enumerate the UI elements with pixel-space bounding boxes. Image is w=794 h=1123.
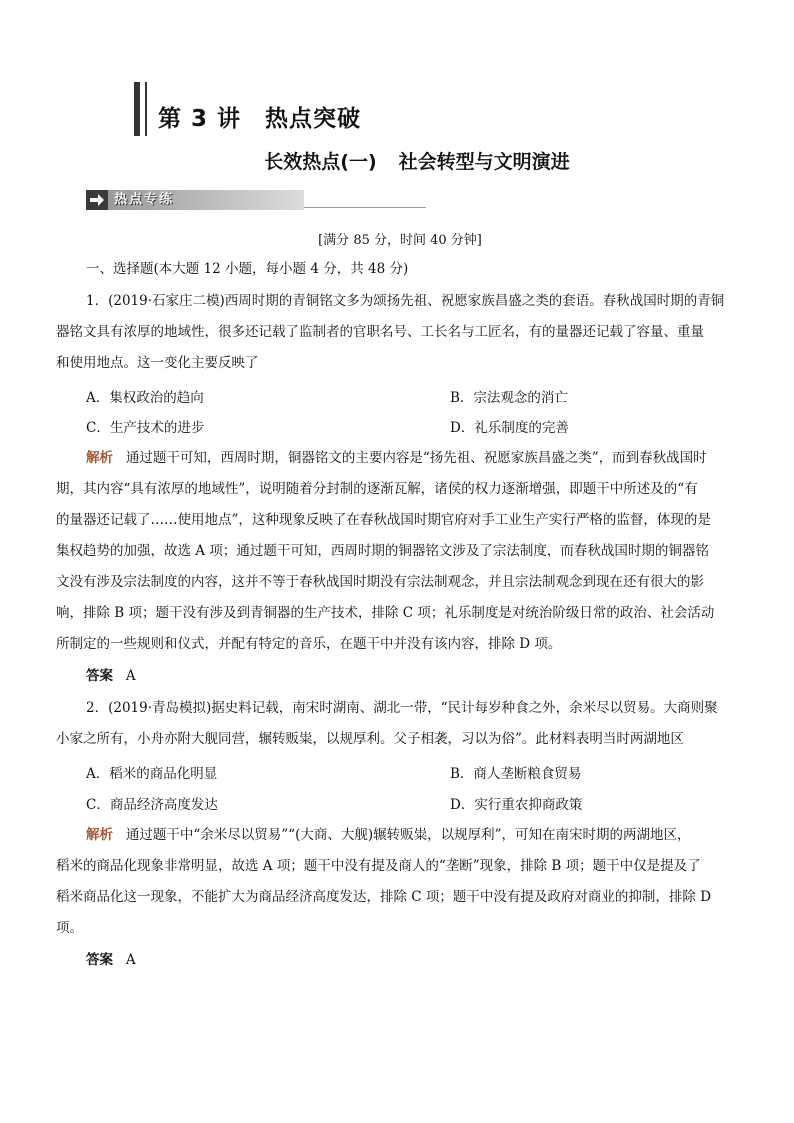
q1-option-c: C．生产技术的进步 xyxy=(86,420,205,436)
q2-option-b: B．商人垄断粮食贸易 xyxy=(450,766,582,782)
q1-explain-line-7: 所制定的一些规则和仪式，并配有特定的音乐，在题干中并没有该内容，排除 D 项。 xyxy=(56,636,562,652)
subtitle-hotspot: 长效热点(一) xyxy=(264,151,377,173)
subtitle-theme: 社会转型与文明演进 xyxy=(398,151,570,173)
q2-option-d: D．实行重农抑商政策 xyxy=(450,797,583,813)
section-banner xyxy=(86,190,426,210)
q1-explain-line-3: 的量器还记载了……使用地点”，这种现象反映了在春秋战国时期官府对手工业生产实行严格的监督，体现的是 xyxy=(56,512,711,528)
q2-explain-line-3: 稻米商品化这一现象，不能扩大为商品经济高度发达，排除 C 项；题干中没有提及政府对商业的抑制，排除 D xyxy=(56,889,712,905)
q2-option-a: A．稻米的商品化明显 xyxy=(86,766,218,782)
q2-answer-tag: 答案 xyxy=(86,952,113,968)
q2-answer-value: A xyxy=(125,952,136,968)
q2-answer xyxy=(86,951,136,969)
q2-stem-line-1: 2．(2019·青岛模拟)据史料记载，南宋时湖南、湖北一带，“民计每岁种食之外，余米尽以贸易。大商则聚 xyxy=(86,700,718,716)
section-banner-label: 热点专练 xyxy=(108,190,304,210)
title-bar-decoration-thin xyxy=(145,82,147,136)
lecture-title xyxy=(158,100,361,133)
subtitle xyxy=(0,147,794,174)
q1-stem-line-3: 和使用地点。这一变化主要反映了 xyxy=(56,355,259,371)
q1-explain-line-5: 文没有涉及宗法制度的内容，这并不等于春秋战国时期没有宗法制观念，并且宗法制观念到现在还有很大的影 xyxy=(56,574,704,590)
q2-explain-tag: 解析 xyxy=(86,827,113,843)
q1-explain-line-6: 响，排除 B 项；题干没有涉及到青铜器的生产技术，排除 C 项；礼乐制度是对统治阶级日常的政治、社会活动 xyxy=(56,605,715,621)
q1-stem-line-1: 1．(2019·石家庄二模)西周时期的青铜铭文多为颂扬先祖、祝愿家族昌盛之类的套语。春秋战国时期的青铜 xyxy=(86,293,725,309)
lecture-number: 第 3 讲 xyxy=(158,106,242,132)
q1-answer-value: A xyxy=(125,668,136,684)
q1-explain-line-1 xyxy=(86,449,707,467)
q2-explain-text-1: 通过题干中“余米尽以贸易”“(大商、大舰)辗转贩粜，以规厚利”，可知在南宋时期的两湖地区， xyxy=(125,827,691,843)
section-banner-rule xyxy=(304,207,426,208)
title-bar-decoration xyxy=(134,82,140,136)
score-line: [满分 85 分，时间 40 分钟] xyxy=(318,233,482,248)
arrow-right-icon xyxy=(86,190,108,210)
q2-explain-line-2: 稻米的商品化现象非常明显，故选 A 项；题干中没有提及商人的“垄断”现象，排除 B 项；题干中仅是提及了 xyxy=(56,858,701,874)
q2-explain-line-4: 项。 xyxy=(56,920,83,936)
q2-stem-line-2: 小家之所有，小舟亦附大舰同营，辗转贩粜，以规厚利。父子相袭，习以为俗”。此材料表明当时两湖地区 xyxy=(56,731,684,747)
q1-option-b: B．宗法观念的消亡 xyxy=(450,390,568,406)
q1-explain-line-4: 集权趋势的加强，故选 A 项；通过题干可知，西周时期的铜器铭文涉及了宗法制度，而春秋战国时期的铜器铭 xyxy=(56,543,709,559)
part-heading: 一、选择题(本大题 12 小题，每小题 4 分，共 48 分) xyxy=(86,261,409,277)
q1-answer xyxy=(86,667,136,685)
q1-explain-line-2: 期，其内容“具有浓厚的地域性”，说明随着分封制的逐渐瓦解，诸侯的权力逐渐增强，即题干中所述及的“有 xyxy=(56,481,698,497)
q1-option-d: D．礼乐制度的完善 xyxy=(450,420,569,436)
q1-option-a: A．集权政治的趋向 xyxy=(86,390,204,406)
q1-explain-text-1: 通过题干可知，西周时期，铜器铭文的主要内容是“扬先祖、祝愿家族昌盛之类”，而到春秋战国时 xyxy=(125,450,707,466)
q1-answer-tag: 答案 xyxy=(86,668,113,684)
q1-explain-tag: 解析 xyxy=(86,450,113,466)
lecture-topic: 热点突破 xyxy=(265,106,362,132)
q2-option-c: C．商品经济高度发达 xyxy=(86,797,218,813)
q2-explain-line-1 xyxy=(86,826,691,844)
q1-stem-line-2: 器铭文具有浓厚的地域性，很多还记载了监制者的官职名号、工长名与工匠名，有的量器还记载了容量、重量 xyxy=(56,324,704,340)
